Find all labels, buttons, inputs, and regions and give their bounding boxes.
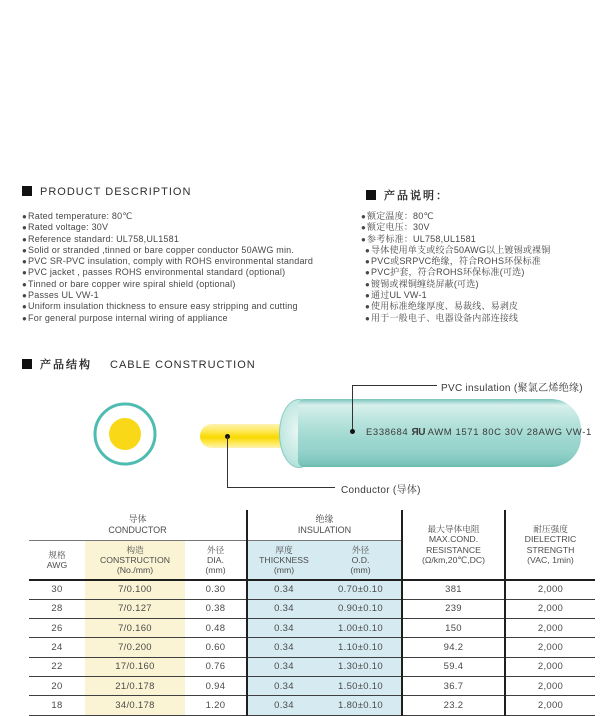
- cell-construction: 21/0.178: [85, 676, 185, 695]
- cell-construction: 7/0.200: [85, 638, 185, 657]
- cell-dielectric: 2,000: [505, 580, 595, 599]
- section-square-icon: [22, 186, 32, 196]
- list-item: ● 用于一般电子、电器设备内部连接线: [361, 313, 599, 324]
- list-item: ● Rated voltage: 30V: [22, 222, 367, 233]
- cell-awg: 28: [29, 599, 85, 618]
- cell-dia: 0.38: [185, 599, 247, 618]
- ul-recognized-mark-icon: ЯU: [411, 427, 425, 438]
- cell-awg: 18: [29, 696, 85, 715]
- cell-dielectric: 2,000: [505, 619, 595, 638]
- cell-dielectric: 2,000: [505, 638, 595, 657]
- leader-line: [227, 487, 335, 488]
- list-item: ● Solid or stranded ,tinned or bare copper conductor 50AWG min.: [22, 245, 367, 256]
- cell-od: 1.50±0.10: [320, 676, 402, 695]
- list-item: ● Uniform insulation thickness to ensure easy stripping and cutting: [22, 301, 367, 312]
- cell-construction: 17/0.160: [85, 657, 185, 676]
- cell-construction: 7/0.100: [85, 580, 185, 599]
- section-square-icon: [366, 190, 376, 200]
- table-row: [29, 599, 595, 618]
- cell-awg: 26: [29, 619, 85, 638]
- pvc-insulation-label: PVC insulation (聚氯乙烯绝缘): [441, 383, 583, 394]
- list-item: ● Rated temperature: 80℃: [22, 211, 367, 222]
- col-header-dielectric: 耐压强度 DIELECTRIC STRENGTH (VAC, 1min): [505, 510, 595, 580]
- cell-awg: 22: [29, 657, 85, 676]
- cell-resistance: 23.2: [402, 696, 505, 715]
- table-row: [29, 638, 595, 657]
- list-item: ● Passes UL VW-1: [22, 290, 367, 301]
- cell-dia: 0.60: [185, 638, 247, 657]
- cable-diagram: [0, 372, 603, 518]
- product-notes-list: [361, 211, 599, 324]
- cell-dielectric: 2,000: [505, 657, 595, 676]
- cell-dia: 0.76: [185, 657, 247, 676]
- cell-thickness: 0.34: [247, 599, 320, 618]
- cell-thickness: 0.34: [247, 638, 320, 657]
- group-conductor: 导体 CONDUCTOR: [29, 510, 247, 541]
- product-description-title: PRODUCT DESCRIPTION: [22, 186, 191, 198]
- cell-resistance: 150: [402, 619, 505, 638]
- cell-construction: 34/0.178: [85, 696, 185, 715]
- cell-od: 1.30±0.10: [320, 657, 402, 676]
- cell-awg: 30: [29, 580, 85, 599]
- col-header-thickness: 厚度 THICKNESS (mm): [247, 541, 320, 581]
- cell-resistance: 36.7: [402, 676, 505, 695]
- cell-od: 1.00±0.10: [320, 619, 402, 638]
- list-item: ● 镀锡或裸铜缠绕屏蔽(可选): [361, 279, 599, 290]
- col-header-dia: 外径 DIA. (mm): [185, 541, 247, 581]
- cell-resistance: 59.4: [402, 657, 505, 676]
- list-item: ● 参考标准：UL758,UL1581: [361, 234, 599, 245]
- cell-dielectric: 2,000: [505, 676, 595, 695]
- cell-awg: 20: [29, 676, 85, 695]
- cell-thickness: 0.34: [247, 676, 320, 695]
- table-row: [29, 696, 595, 715]
- leader-dot: [350, 429, 355, 434]
- cable-cross-section-icon: [90, 399, 160, 469]
- leader-line: [227, 436, 228, 487]
- cable-construction-title: 产品结构 CABLE CONSTRUCTION: [22, 356, 256, 372]
- list-item: ● For general purpose internal wiring of appliance: [22, 313, 367, 324]
- cell-od: 0.90±0.10: [320, 599, 402, 618]
- product-description-list: [22, 211, 367, 324]
- section-square-icon: [22, 359, 32, 369]
- list-item: ● PVC护套，符合ROHS环保标准(可选): [361, 267, 599, 278]
- conductor-label: Conductor (导体): [341, 485, 421, 496]
- list-item: ● 使用标准绝缘厚度、易裁线、易剥皮: [361, 301, 599, 312]
- list-item: ● 额定电压：30V: [361, 222, 599, 233]
- spec-table: [29, 510, 595, 716]
- leader-line: [352, 385, 437, 386]
- cell-dielectric: 2,000: [505, 696, 595, 715]
- cell-od: 1.10±0.10: [320, 638, 402, 657]
- cell-dielectric: 2,000: [505, 599, 595, 618]
- cell-construction: 7/0.127: [85, 599, 185, 618]
- cell-resistance: 381: [402, 580, 505, 599]
- col-header-resistance: 最大导体电阻 MAX.COND. RESISTANCE (Ω/km,20℃,DC): [402, 510, 505, 580]
- spec-table-container: [29, 510, 595, 716]
- cell-awg: 24: [29, 638, 85, 657]
- cell-resistance: 94.2: [402, 638, 505, 657]
- cell-construction: 7/0.160: [85, 619, 185, 638]
- table-row: [29, 619, 595, 638]
- cell-thickness: 0.34: [247, 696, 320, 715]
- spec-table-body: [29, 580, 595, 715]
- table-row: [29, 676, 595, 695]
- table-row: [29, 580, 595, 599]
- cell-resistance: 239: [402, 599, 505, 618]
- list-item: ● 导体使用单支或绞合50AWG以上镀锡或裸铜: [361, 245, 599, 256]
- col-header-construction: 构造 CONSTRUCTION (No./mm): [85, 541, 185, 581]
- product-notes-title: 产品说明：: [366, 187, 449, 203]
- cell-thickness: 0.34: [247, 580, 320, 599]
- cell-thickness: 0.34: [247, 619, 320, 638]
- list-item: ● PVC或SRPVC绝缘，符合ROHS环保标准: [361, 256, 599, 267]
- list-item: ● PVC SR-PVC insulation, comply with ROHS environmental standard: [22, 256, 367, 267]
- cell-thickness: 0.34: [247, 657, 320, 676]
- group-header-row: [29, 510, 595, 541]
- cell-od: 0.70±0.10: [320, 580, 402, 599]
- table-row: [29, 657, 595, 676]
- list-item: ● Reference standard: UL758,UL1581: [22, 234, 367, 245]
- group-insulation: 绝缘 INSULATION: [247, 510, 402, 541]
- col-header-od: 外径 O.D. (mm): [320, 541, 402, 581]
- cell-dia: 0.48: [185, 619, 247, 638]
- cell-dia: 0.94: [185, 676, 247, 695]
- list-item: ● 通过UL VW-1: [361, 290, 599, 301]
- cell-dia: 0.30: [185, 580, 247, 599]
- list-item: ● PVC jacket , passes ROHS environmental standard (optional): [22, 267, 367, 278]
- col-header-awg: 规格 AWG: [29, 541, 85, 581]
- cable-print-text: E338684 ЯU AWM 1571 80C 30V 28AWG VW-1: [366, 427, 592, 438]
- leader-line: [352, 385, 353, 431]
- list-item: ● Tinned or bare copper wire spiral shield (optional): [22, 279, 367, 290]
- list-item: ● 额定温度：80℃: [361, 211, 599, 222]
- cell-dia: 1.20: [185, 696, 247, 715]
- cell-od: 1.80±0.10: [320, 696, 402, 715]
